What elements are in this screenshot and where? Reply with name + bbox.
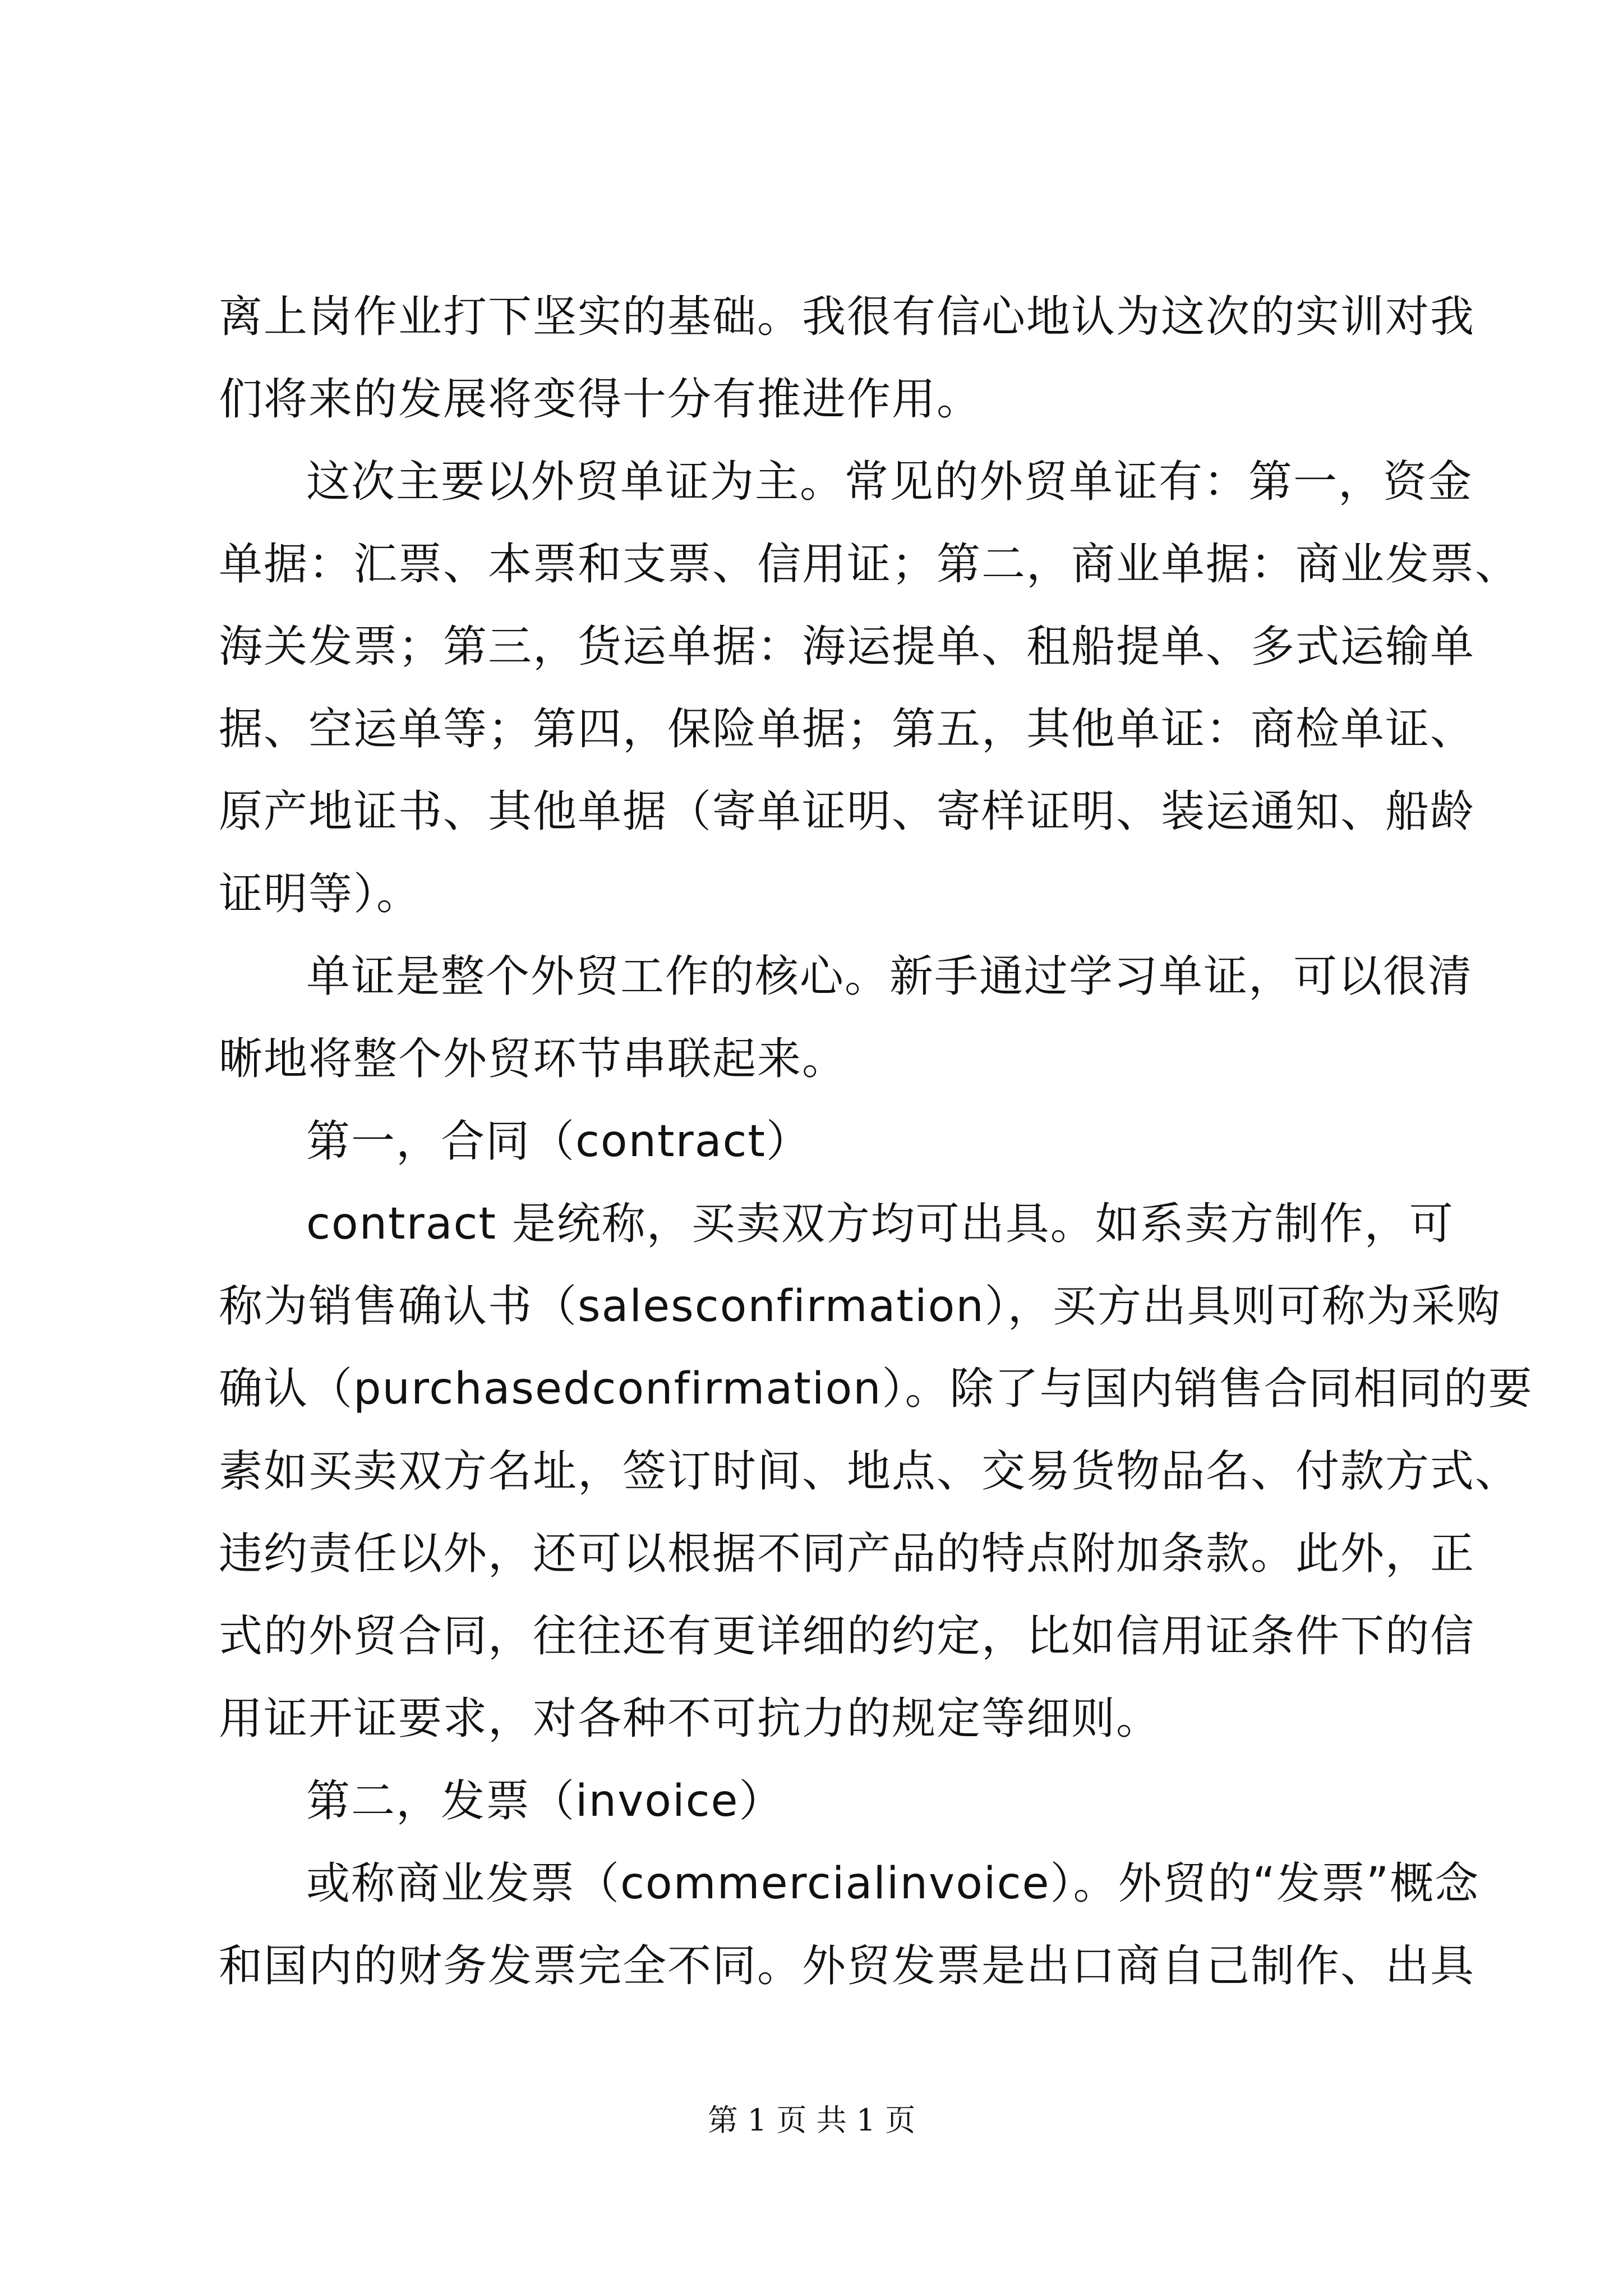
text-line: 离上岗作业打下坚实的基础。我很有信心地认为这次的实训对我 [219, 292, 1476, 342]
text-line: 和国内的财务发票完全不同。外贸发票是出口商自己制作、出具 [219, 1941, 1476, 1991]
page-footer: 第 1 页 共 1 页 [707, 2102, 916, 2138]
section-heading-contract: 第一，合同（contract） [306, 1116, 811, 1167]
paragraph-start-line: contract 是统称，买卖双方均可出具。如系卖方制作，可 [306, 1199, 1454, 1249]
text-line: 单据：汇票、本票和支票、信用证；第二，商业单据：商业发票、 [219, 539, 1520, 590]
text-line: 海关发票；第三，货运单据：海运提单、租船提单、多式运输单 [219, 622, 1476, 672]
text-line: 确认（purchasedconfirmation）。除了与国内销售合同相同的要 [219, 1364, 1533, 1414]
text-line: 用证开证要求，对各种不可抗力的规定等细则。 [219, 1694, 1161, 1744]
text-line: 称为销售确认书（salesconfirmation），买方出具则可称为采购 [219, 1281, 1501, 1332]
text-line: 素如买卖双方名址，签订时间、地点、交易货物品名、付款方式、 [219, 1446, 1520, 1497]
text-line: 晰地将整个外贸环节串联起来。 [219, 1034, 847, 1084]
text-line: 式的外贸合同，往往还有更详细的约定，比如信用证条件下的信 [219, 1611, 1476, 1662]
paragraph-start-line: 或称商业发票（commercialinvoice）。外贸的“发票”概念 [306, 1858, 1480, 1909]
paragraph-start-line: 单证是整个外贸工作的核心。新手通过学习单证，可以很清 [306, 951, 1473, 1002]
section-heading-invoice: 第二，发票（invoice） [306, 1776, 784, 1826]
text-line: 证明等）。 [219, 869, 422, 919]
text-line: 原产地证书、其他单据（寄单证明、寄样证明、装运通知、船龄 [219, 786, 1476, 837]
text-line: 据、空运单等；第四，保险单据；第五，其他单证：商检单证、 [219, 704, 1476, 754]
text-line: 们将来的发展将变得十分有推进作用。 [219, 374, 982, 425]
paragraph-start-line: 这次主要以外贸单证为主。常见的外贸单证有：第一，资金 [306, 457, 1473, 507]
text-line: 违约责任以外，还可以根据不同产品的特点附加条款。此外，正 [219, 1529, 1476, 1579]
